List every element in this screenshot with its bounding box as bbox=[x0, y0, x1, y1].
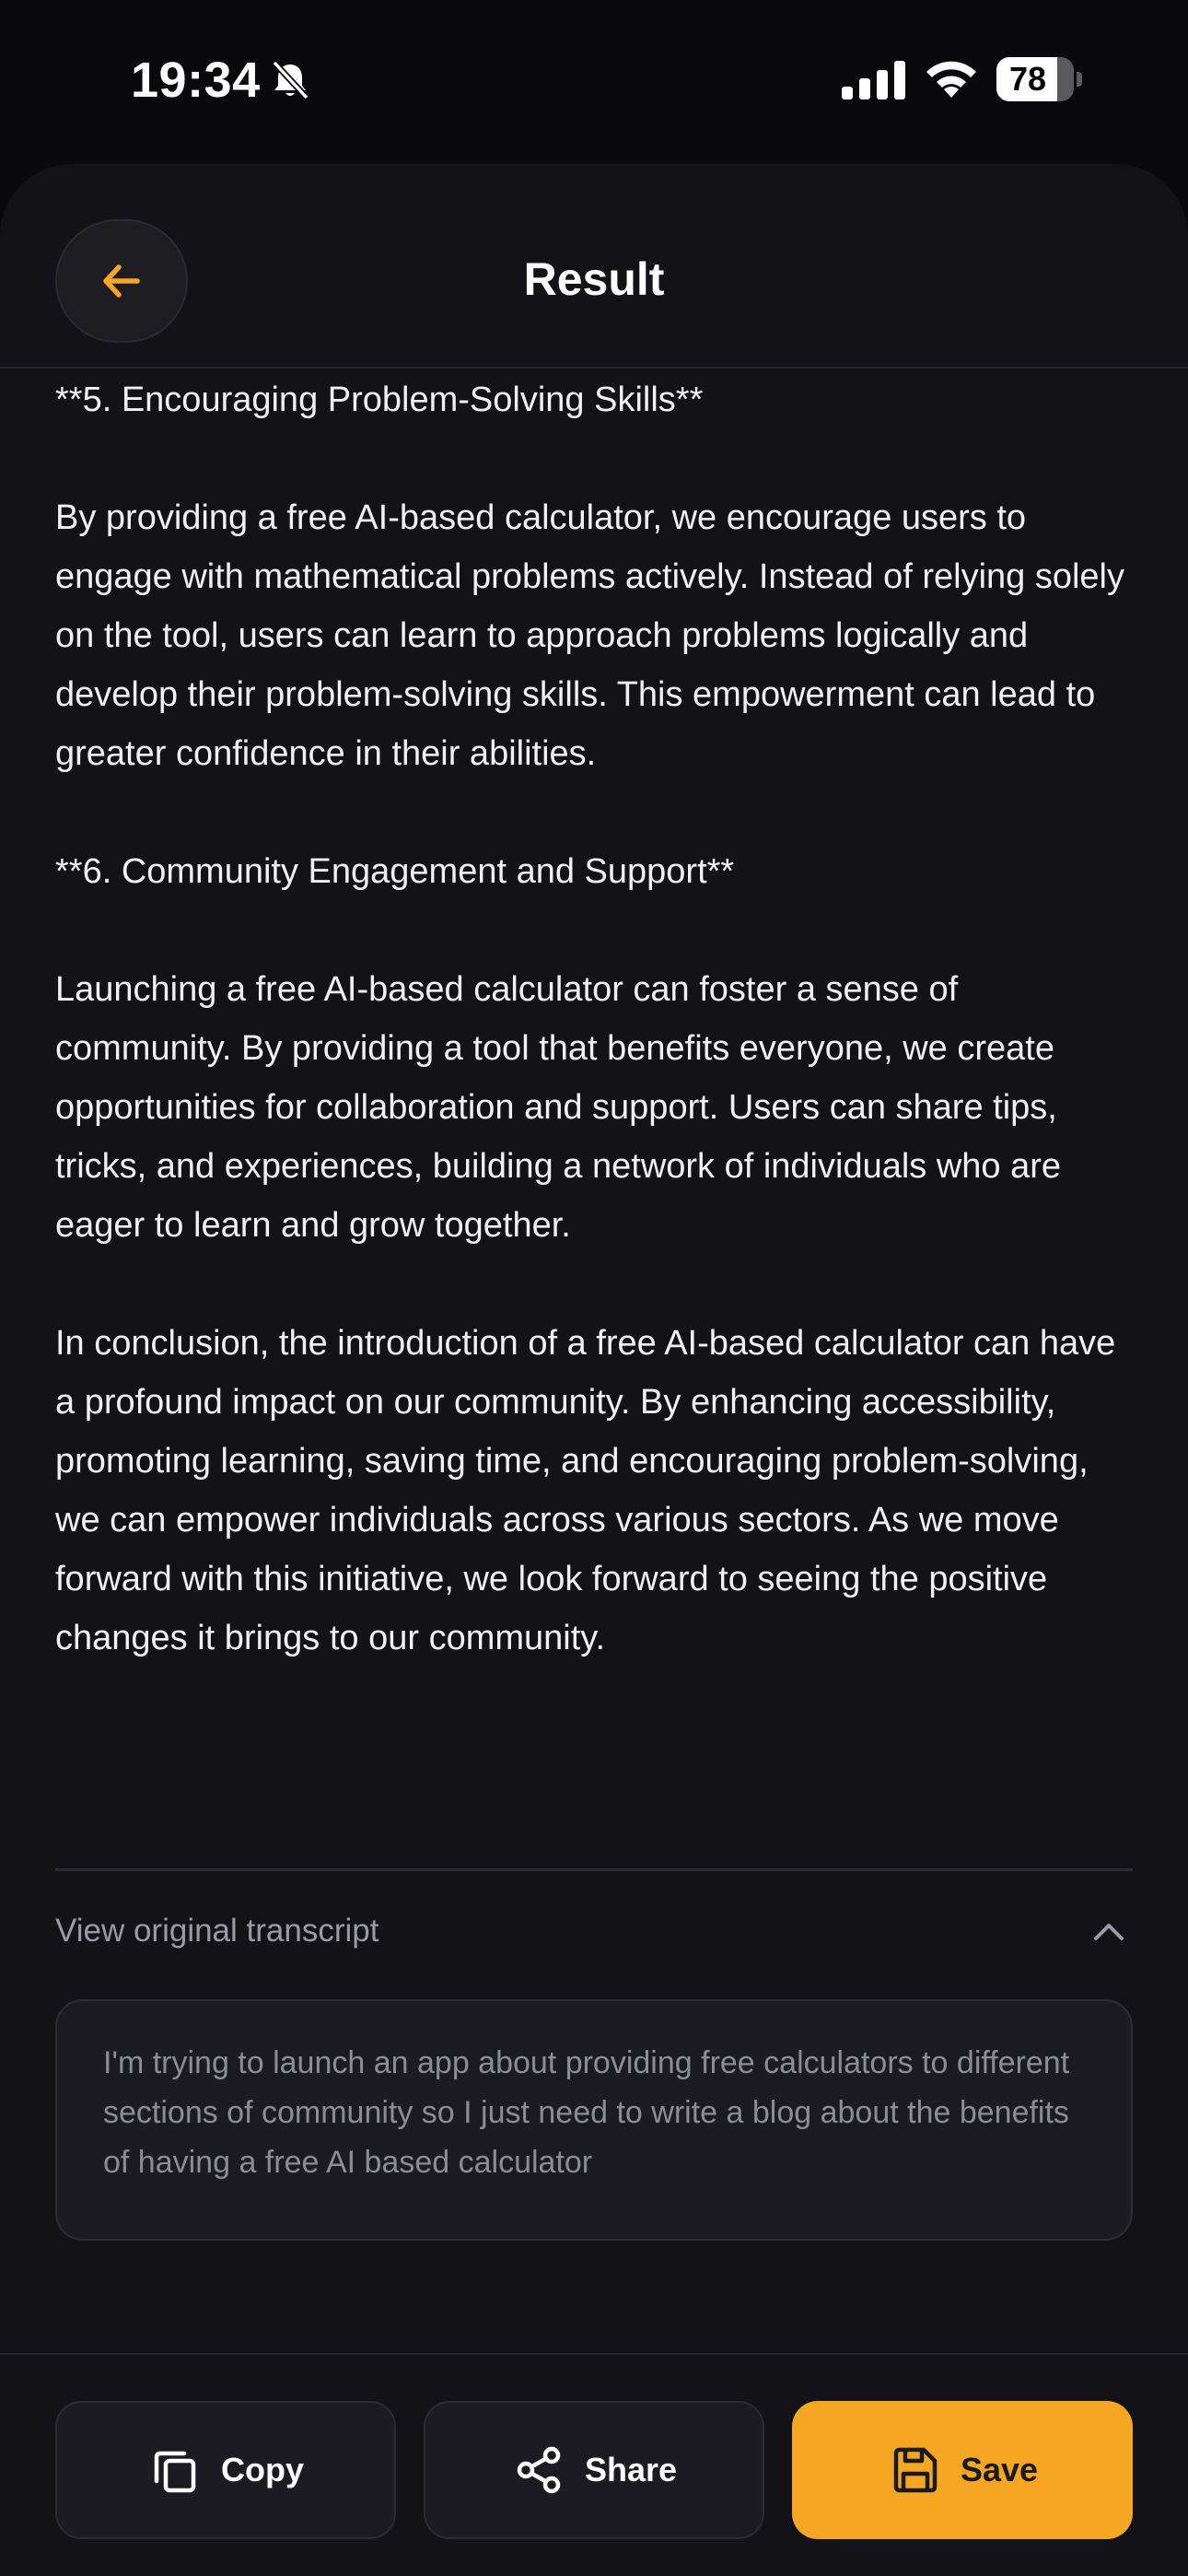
save-icon bbox=[887, 2442, 942, 2498]
save-label: Save bbox=[960, 2451, 1039, 2488]
copy-button[interactable] bbox=[55, 2401, 396, 2539]
bell-slash-icon bbox=[267, 57, 313, 103]
battery-level: 78 bbox=[1008, 60, 1047, 98]
paragraph: By providing a free AI-based calculator, we encourage users to engage with mathematical problems actively. Instead of relying solely on the tool, users can learn to approach problems logically and develop their problem-solving skills. This empowerment can lead to greater confidence in their abilities. bbox=[55, 498, 1124, 773]
paragraph: Launching a free AI-based calculator can foster a sense of community. By providing a tool that benefits everyone, we create opportunities for collaboration and support. Users can share tips, tricks, and experiences, building a network of individuals who are eager to learn and grow together. bbox=[55, 970, 1062, 1245]
battery-icon bbox=[996, 57, 1081, 101]
save-button[interactable] bbox=[792, 2401, 1133, 2539]
result-content bbox=[55, 370, 1133, 1668]
share-label: Share bbox=[584, 2451, 678, 2488]
result-sheet bbox=[0, 164, 1188, 2576]
section-heading: **6. Community Engagement and Support** bbox=[55, 852, 735, 891]
chevron-up-icon bbox=[1090, 1916, 1127, 1944]
signal-icon bbox=[842, 61, 906, 100]
copy-label: Copy bbox=[221, 2451, 304, 2488]
wifi-icon bbox=[923, 57, 980, 100]
share-button[interactable] bbox=[424, 2401, 764, 2539]
status-bar bbox=[0, 0, 1188, 161]
page-title: Result bbox=[523, 253, 665, 305]
transcript-label: View original transcript bbox=[55, 1913, 379, 1949]
view-transcript-toggle[interactable] bbox=[55, 1896, 1133, 1970]
paragraph: In conclusion, the introduction of a free AI-based calculator can have a profound impact on our community. By enhancing accessibility, promoting learning, saving time, and encouraging problem-solving, we can empower individuals across various sectors. As we move forward with this initiative, we look forward to seeing the positive changes it brings to our community. bbox=[55, 1324, 1116, 1657]
transcript-text: I'm trying to launch an app about providing free calculators to different sections of community so I just need to write a blog about the benefits of having a free AI based calculator bbox=[55, 1999, 1133, 2241]
share-icon bbox=[511, 2442, 566, 2498]
copy-icon bbox=[147, 2442, 203, 2498]
status-time: 19:34 bbox=[131, 53, 261, 108]
divider bbox=[55, 1868, 1133, 1871]
header bbox=[0, 164, 1188, 369]
action-bar bbox=[0, 2353, 1188, 2576]
section-heading: **5. Encouraging Problem-Solving Skills** bbox=[55, 381, 704, 419]
